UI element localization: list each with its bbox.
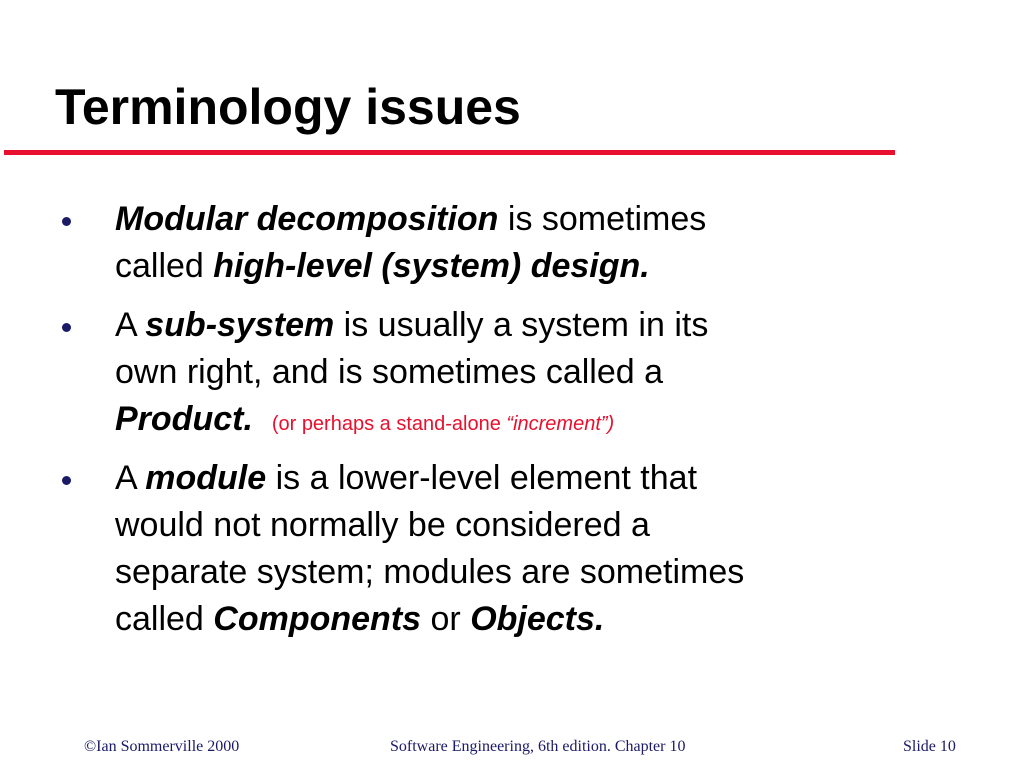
- bullet-text-segment: called: [115, 247, 214, 285]
- bullet-text: [115, 196, 875, 290]
- term-module: module: [145, 459, 267, 497]
- aside-note-quote: “increment”): [506, 413, 615, 435]
- bullet-dot-icon: [62, 323, 71, 332]
- bullet-dot-icon: [62, 217, 71, 226]
- bullet-text-segment: would not normally be considered a: [115, 506, 650, 544]
- footer-slide-number: Slide 10: [903, 738, 956, 755]
- term-objects: Objects.: [470, 600, 605, 638]
- term-sub-system: sub-system: [145, 306, 335, 344]
- aside-note: [272, 413, 614, 435]
- term-components: Components: [213, 600, 422, 638]
- bullet-text-segment: is sometimes: [498, 200, 707, 238]
- bullet-text-segment: is usually a system in its: [334, 306, 709, 344]
- footer-copyright: ©Ian Sommerville 2000: [84, 738, 240, 755]
- title-divider: [4, 150, 895, 155]
- footer-book-title: Software Engineering, 6th edition. Chapter 10: [390, 738, 686, 755]
- aside-note-text: (or perhaps a stand-alone: [271, 413, 507, 435]
- bullet-text-segment: called: [115, 600, 214, 638]
- bullet-text: [115, 455, 875, 643]
- bullet-text-segment: or: [421, 600, 471, 638]
- bullet-text-segment: A: [115, 306, 146, 344]
- bullet-text-segment: is a lower-level element that: [266, 459, 698, 497]
- term-modular-decomposition: Modular decomposition: [115, 200, 499, 238]
- term-product: Product.: [115, 400, 253, 438]
- bullet-text-segment: separate system; modules are sometimes: [115, 553, 745, 591]
- bullet-text: [115, 302, 875, 448]
- term-high-level-design: high-level (system) design.: [213, 247, 650, 285]
- slide-title: Terminology issues: [55, 79, 521, 135]
- bullet-text-segment: A: [115, 459, 146, 497]
- bullet-text-segment: own right, and is sometimes called a: [115, 353, 664, 391]
- bullet-dot-icon: [62, 476, 71, 485]
